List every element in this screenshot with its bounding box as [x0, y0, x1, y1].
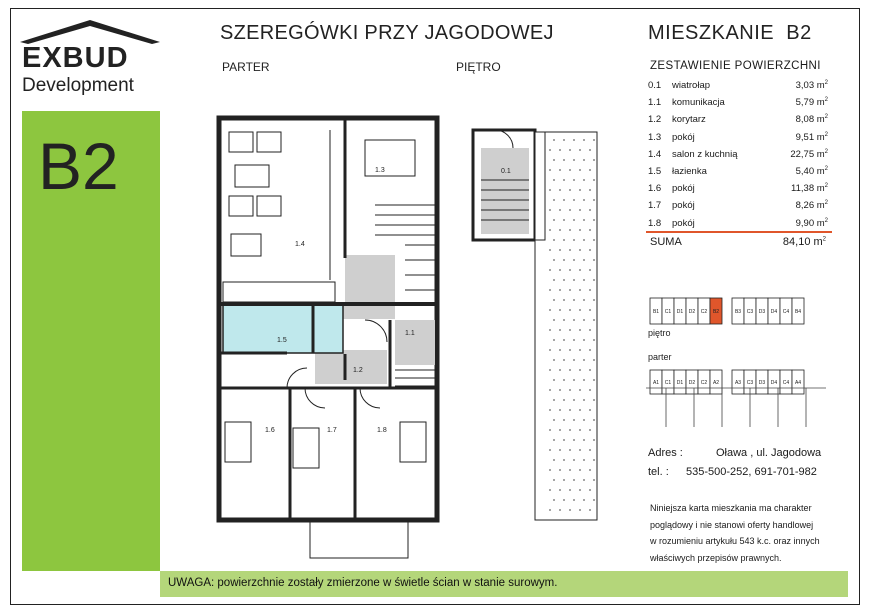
terrace-dot	[559, 469, 561, 471]
terrace-dot	[549, 409, 551, 411]
terrace-dot	[553, 459, 555, 461]
terrace-dot	[563, 319, 565, 321]
address-value: Oława , ul. Jagodowa	[716, 447, 822, 459]
terrace-dot	[589, 369, 591, 371]
terrace-dot	[589, 289, 591, 291]
terrace-dot	[569, 149, 571, 151]
terrace-dot	[569, 229, 571, 231]
terrace-dot	[573, 319, 575, 321]
room-tag-1-8: 1.8	[377, 427, 387, 434]
terrace-dot	[589, 449, 591, 451]
room-name: salon z kuchnią	[672, 148, 738, 160]
terrace-dot	[569, 489, 571, 491]
room-area: 5,40 $m^2$	[795, 165, 828, 178]
terrace-dot	[589, 389, 591, 391]
summary-heading: ZESTAWIENIE POWIERZCHNI	[650, 60, 821, 72]
total-area: 84,10 $m^2$	[782, 236, 826, 248]
terrace-dot	[563, 299, 565, 301]
measurement-notice: UWAGA: powierzchnie zostały zmierzone w świetle ścian w stanie surowym.	[168, 577, 558, 589]
terrace-dot	[559, 289, 561, 291]
terrace-dot	[583, 279, 585, 281]
terrace-dot	[593, 399, 595, 401]
key-plan-cell-label: B4	[794, 309, 802, 315]
terrace-dot	[549, 489, 551, 491]
room-no: 1.8	[648, 217, 662, 229]
terrace-dot	[573, 279, 575, 281]
ground-floor-label: PARTER	[222, 60, 270, 74]
terrace-dot	[553, 339, 555, 341]
terrace-dot	[573, 419, 575, 421]
terrace-dot	[583, 359, 585, 361]
terrace-dot	[569, 189, 571, 191]
terrace-dot	[569, 329, 571, 331]
terrace-dot	[553, 499, 555, 501]
terrace-dot	[579, 329, 581, 331]
terrace-dot	[559, 369, 561, 371]
terrace-dot	[583, 419, 585, 421]
terrace-dot	[559, 489, 561, 491]
terrace-dot	[583, 479, 585, 481]
key-plan-cell-label: D3	[758, 380, 766, 386]
room-name: łazienka	[672, 165, 707, 177]
room-name: korytarz	[672, 114, 706, 126]
terrace-dot	[563, 359, 565, 361]
terrace-dot	[569, 209, 571, 211]
terrace-dot	[579, 209, 581, 211]
terrace-dot	[589, 429, 591, 431]
terrace-dot	[573, 439, 575, 441]
terrace-dot	[569, 289, 571, 291]
terrace-dot	[559, 449, 561, 451]
terrace-dot	[589, 329, 591, 331]
terrace-dot	[583, 339, 585, 341]
room-row	[648, 132, 832, 149]
terrace-dot	[549, 249, 551, 251]
terrace-dot	[579, 169, 581, 171]
terrace-dot	[593, 279, 595, 281]
key-plan-cell-label: C3	[746, 380, 754, 386]
terrace-dot	[563, 439, 565, 441]
terrace-dot	[553, 479, 555, 481]
terrace-dot	[579, 409, 581, 411]
key-plan-cell-label: C4	[782, 309, 790, 315]
terrace-dot	[563, 499, 565, 501]
terrace-dot	[579, 429, 581, 431]
terrace-dot	[593, 159, 595, 161]
terrace-dot	[563, 279, 565, 281]
terrace-dot	[589, 409, 591, 411]
ground-floor-plan	[219, 118, 437, 558]
terrace-dot	[559, 269, 561, 271]
terrace-dot	[593, 319, 595, 321]
terrace-dot	[583, 319, 585, 321]
terrace-dot	[593, 479, 595, 481]
terrace-dot	[563, 239, 565, 241]
key-plan-cell-label: B3	[734, 309, 742, 315]
terrace-dot	[559, 429, 561, 431]
terrace-dot	[589, 149, 591, 151]
terrace-dot	[569, 249, 571, 251]
terrace-dot	[583, 219, 585, 221]
disclaimer-line: poglądowy i nie stanowi oferty handlowej	[650, 519, 814, 530]
terrace-dot	[553, 219, 555, 221]
terrace-dot	[589, 169, 591, 171]
terrace-dot	[569, 169, 571, 171]
room-no: 1.5	[648, 165, 662, 177]
terrace-dot	[569, 469, 571, 471]
terrace-dot	[589, 349, 591, 351]
terrace-dot	[579, 189, 581, 191]
key-plan-cell-label: C4	[782, 380, 790, 386]
terrace-dot	[593, 499, 595, 501]
room-name: pokój	[672, 131, 695, 143]
room-tag-1-2: 1.2	[353, 367, 363, 374]
room-row	[648, 114, 832, 131]
room-area: 8,26 $m^2$	[795, 200, 828, 212]
terrace-dot	[549, 389, 551, 391]
terrace-dot	[559, 349, 561, 351]
terrace-dot	[579, 449, 581, 451]
terrace-dot	[563, 459, 565, 461]
room-row	[648, 166, 832, 183]
terrace-dot	[569, 309, 571, 311]
terrace-dot	[573, 479, 575, 481]
terrace-dot	[573, 219, 575, 221]
terrace-dot	[583, 399, 585, 401]
room-area: 9,90 $m^2$	[795, 217, 828, 229]
terrace-dot	[589, 489, 591, 491]
terrace-dot	[579, 229, 581, 231]
address-label: Adres :	[648, 447, 683, 459]
key-plan-cell-label: D3	[758, 309, 766, 315]
terrace-dot	[559, 189, 561, 191]
terrace-dot	[583, 459, 585, 461]
terrace-dot	[589, 469, 591, 471]
terrace-dot	[593, 439, 595, 441]
room-area: 8,08 $m^2$	[795, 114, 828, 126]
terrace-dot	[549, 469, 551, 471]
apartment-heading	[648, 22, 812, 45]
terrace-dot	[549, 169, 551, 171]
terrace-dot	[573, 459, 575, 461]
room-tag-0-1: 0.1	[501, 168, 511, 175]
terrace-dot	[563, 199, 565, 201]
key-plan-cell-label: A4	[794, 380, 802, 386]
room-name: pokój	[672, 200, 695, 212]
key-plan-cell-label: C3	[746, 309, 754, 315]
key-plan-ground-label: parter	[648, 352, 672, 362]
terrace-dot	[593, 259, 595, 261]
terrace-dot	[589, 249, 591, 251]
terrace-dot	[593, 139, 595, 141]
terrace-dot	[553, 359, 555, 361]
terrace-dot	[563, 479, 565, 481]
terrace-dot	[593, 359, 595, 361]
apartment-label: MIESZKANIE	[648, 22, 775, 44]
terrace-dot	[549, 289, 551, 291]
key-plan-ground-right	[732, 370, 804, 394]
terrace-dot	[569, 369, 571, 371]
terrace-dot	[559, 509, 561, 511]
terrace-dot	[583, 499, 585, 501]
disclaimer-line: w rozumieniu artykułu 543 k.c. oraz innych	[650, 536, 820, 546]
terrace-dot	[593, 419, 595, 421]
terrace-dot	[569, 429, 571, 431]
terrace-dot	[553, 419, 555, 421]
room-area-list	[648, 80, 832, 235]
terrace-dot	[553, 259, 555, 261]
terrace-dot	[559, 229, 561, 231]
terrace-dot	[553, 379, 555, 381]
terrace-dot	[573, 259, 575, 261]
terrace-dot	[549, 369, 551, 371]
terrace-dot	[579, 389, 581, 391]
room-no: 1.3	[648, 131, 662, 143]
key-plan-cell-label: C2	[700, 380, 708, 386]
key-plan	[636, 292, 836, 432]
room-area: 5,79 $m^2$	[795, 97, 828, 109]
key-plan-cell-label: A1	[652, 380, 660, 386]
terrace-dot	[559, 209, 561, 211]
terrace-dot	[549, 189, 551, 191]
terrace-dot	[583, 299, 585, 301]
room-tag-1-4: 1.4	[295, 241, 305, 248]
terrace-dot	[549, 269, 551, 271]
terrace-dot	[573, 239, 575, 241]
terrace-dot	[563, 259, 565, 261]
terrace-dot	[549, 229, 551, 231]
room-tag-1-3: 1.3	[375, 167, 385, 174]
terrace-dot	[579, 309, 581, 311]
terrace-dot	[553, 179, 555, 181]
terrace-dot	[593, 379, 595, 381]
terrace-dot	[553, 279, 555, 281]
key-plan-cell-label: A3	[734, 380, 742, 386]
terrace-dot	[549, 449, 551, 451]
terrace-dot	[579, 489, 581, 491]
room-area: 11,38 $m^2$	[791, 183, 828, 195]
terrace-dot	[549, 509, 551, 511]
disclaimer-line: Niniejsza karta mieszkania ma charakter	[650, 503, 812, 513]
terrace-dot	[583, 139, 585, 141]
room-tag-1-6: 1.6	[265, 427, 275, 434]
unit-code: B2	[38, 129, 119, 203]
key-plan-cell-label: A2	[712, 380, 720, 386]
terrace-dot	[573, 299, 575, 301]
terrace-dot	[579, 509, 581, 511]
key-plan-cell-label: D2	[688, 309, 696, 315]
terrace-dot	[549, 209, 551, 211]
terrace-dot	[569, 389, 571, 391]
terrace-dot	[559, 389, 561, 391]
terrace-dot	[559, 329, 561, 331]
terrace-dot	[579, 149, 581, 151]
room-no: 1.6	[648, 183, 662, 195]
apartment-code: B2	[786, 22, 812, 44]
terrace-dot	[583, 259, 585, 261]
key-plan-cell-label: D1	[676, 309, 684, 315]
terrace-dot	[553, 139, 555, 141]
logo-brand: EXBUD	[22, 42, 129, 74]
key-plan-cell-label: B1	[652, 309, 660, 315]
terrace-dot	[593, 199, 595, 201]
disclaimer-line: właściwych przepisów prawnych.	[650, 552, 782, 563]
room-no: 1.2	[648, 114, 662, 126]
key-plan-cell-label: C2	[700, 309, 708, 315]
key-plan-cell-label: D2	[688, 380, 696, 386]
room-tag-1-1: 1.1	[405, 330, 415, 337]
key-plan-upper-right	[732, 298, 804, 324]
terrace-dot	[563, 159, 565, 161]
terrace-dot	[579, 249, 581, 251]
room-area: 22,75 $m^2$	[790, 148, 828, 160]
terrace-dot	[559, 169, 561, 171]
key-plan-cell-label: B2	[712, 309, 720, 315]
floor-plans	[205, 110, 605, 560]
terrace-dot	[569, 449, 571, 451]
key-plan-upper-label: piętro	[648, 328, 671, 338]
summary-total	[650, 236, 830, 248]
contact-block	[648, 444, 848, 482]
terrace-dot	[553, 239, 555, 241]
terrace-dot	[563, 139, 565, 141]
room-no: 1.7	[648, 200, 662, 212]
terrace-dot	[589, 229, 591, 231]
terrace-dot	[579, 369, 581, 371]
terrace-dot	[569, 409, 571, 411]
terrace-dot	[583, 439, 585, 441]
terrace-dot	[573, 179, 575, 181]
terrace-dot	[589, 309, 591, 311]
terrace-dot	[589, 189, 591, 191]
summary-divider	[646, 231, 832, 233]
terrace-dot	[559, 409, 561, 411]
terrace-dot	[549, 429, 551, 431]
room-name: wiatrołap	[672, 80, 711, 91]
terrace-dot	[583, 239, 585, 241]
terrace-dot	[573, 499, 575, 501]
terrace-dot	[583, 199, 585, 201]
room-area: 9,51 $m^2$	[795, 131, 828, 143]
room-row	[648, 183, 832, 200]
terrace-dot	[553, 199, 555, 201]
terrace-dot	[549, 309, 551, 311]
terrace-dot	[553, 299, 555, 301]
room-area: 3,03 $m^2$	[795, 80, 828, 92]
upper-floor-label: PIĘTRO	[456, 60, 501, 74]
room-tag-1-5: 1.5	[277, 337, 287, 344]
terrace-dot	[569, 269, 571, 271]
terrace-dot	[593, 459, 595, 461]
terrace-dot	[593, 219, 595, 221]
terrace-dot	[559, 309, 561, 311]
key-plan-cell-label: D4	[770, 309, 778, 315]
terrace-dot	[563, 179, 565, 181]
terrace-dot	[563, 219, 565, 221]
company-logo	[18, 18, 162, 102]
key-plan-cell-label: C1	[664, 380, 672, 386]
terrace-dot	[553, 439, 555, 441]
key-plan-upper-left	[650, 298, 722, 324]
terrace-dot	[573, 339, 575, 341]
room-row	[648, 149, 832, 166]
terrace-dot	[593, 179, 595, 181]
terrace-dot	[559, 149, 561, 151]
terrace-dot	[549, 329, 551, 331]
room-no: 1.4	[648, 148, 662, 160]
terrace-dot	[549, 149, 551, 151]
terrace-dot	[579, 269, 581, 271]
key-plan-cell-label: C1	[664, 309, 672, 315]
terrace-dot	[573, 139, 575, 141]
terrace-dot	[573, 359, 575, 361]
terrace-dot	[583, 159, 585, 161]
phone-value: 535-500-252, 691-701-982	[686, 466, 817, 478]
terrace-dot	[573, 399, 575, 401]
terrace-dot	[563, 419, 565, 421]
room-name: komunikacja	[672, 97, 725, 109]
terrace-dot	[563, 399, 565, 401]
terrace-dot	[553, 399, 555, 401]
terrace-dot	[593, 239, 595, 241]
terrace-dot	[583, 379, 585, 381]
disclaimer	[650, 500, 850, 566]
terrace-dot	[553, 319, 555, 321]
room-name: pokój	[672, 217, 695, 229]
terrace-dot	[579, 289, 581, 291]
key-plan-cell-label: D1	[676, 380, 684, 386]
total-label: SUMA	[650, 236, 682, 248]
logo-subtitle: Development	[22, 75, 134, 96]
terrace-dot	[589, 269, 591, 271]
terrace-dot	[573, 199, 575, 201]
room-tag-1-7: 1.7	[327, 427, 337, 434]
key-plan-ground-left	[650, 370, 722, 394]
terrace-dot	[579, 349, 581, 351]
terrace-dot	[563, 339, 565, 341]
room-no: 1.1	[648, 97, 662, 109]
terrace-dot	[573, 159, 575, 161]
room-row	[648, 97, 832, 114]
room-row	[648, 200, 832, 217]
terrace-dot	[573, 379, 575, 381]
terrace-dot	[593, 299, 595, 301]
terrace-dot	[569, 349, 571, 351]
terrace-dot	[583, 179, 585, 181]
terrace-dot	[579, 469, 581, 471]
terrace-dot	[569, 509, 571, 511]
room-name: pokój	[672, 183, 695, 195]
key-plan-cell-label: D4	[770, 380, 778, 386]
terrace-dot	[589, 509, 591, 511]
room-no: 0.1	[648, 80, 662, 91]
page-title: SZEREGÓWKI PRZY JAGODOWEJ	[220, 22, 554, 44]
room-row	[648, 80, 832, 97]
terrace-dot	[549, 349, 551, 351]
terrace-dot	[559, 249, 561, 251]
phone-label: tel. :	[648, 466, 669, 478]
terrace-dot	[589, 209, 591, 211]
terrace-dot	[553, 159, 555, 161]
terrace-dot	[593, 339, 595, 341]
upper-floor-plan	[473, 130, 597, 520]
terrace-dot	[563, 379, 565, 381]
